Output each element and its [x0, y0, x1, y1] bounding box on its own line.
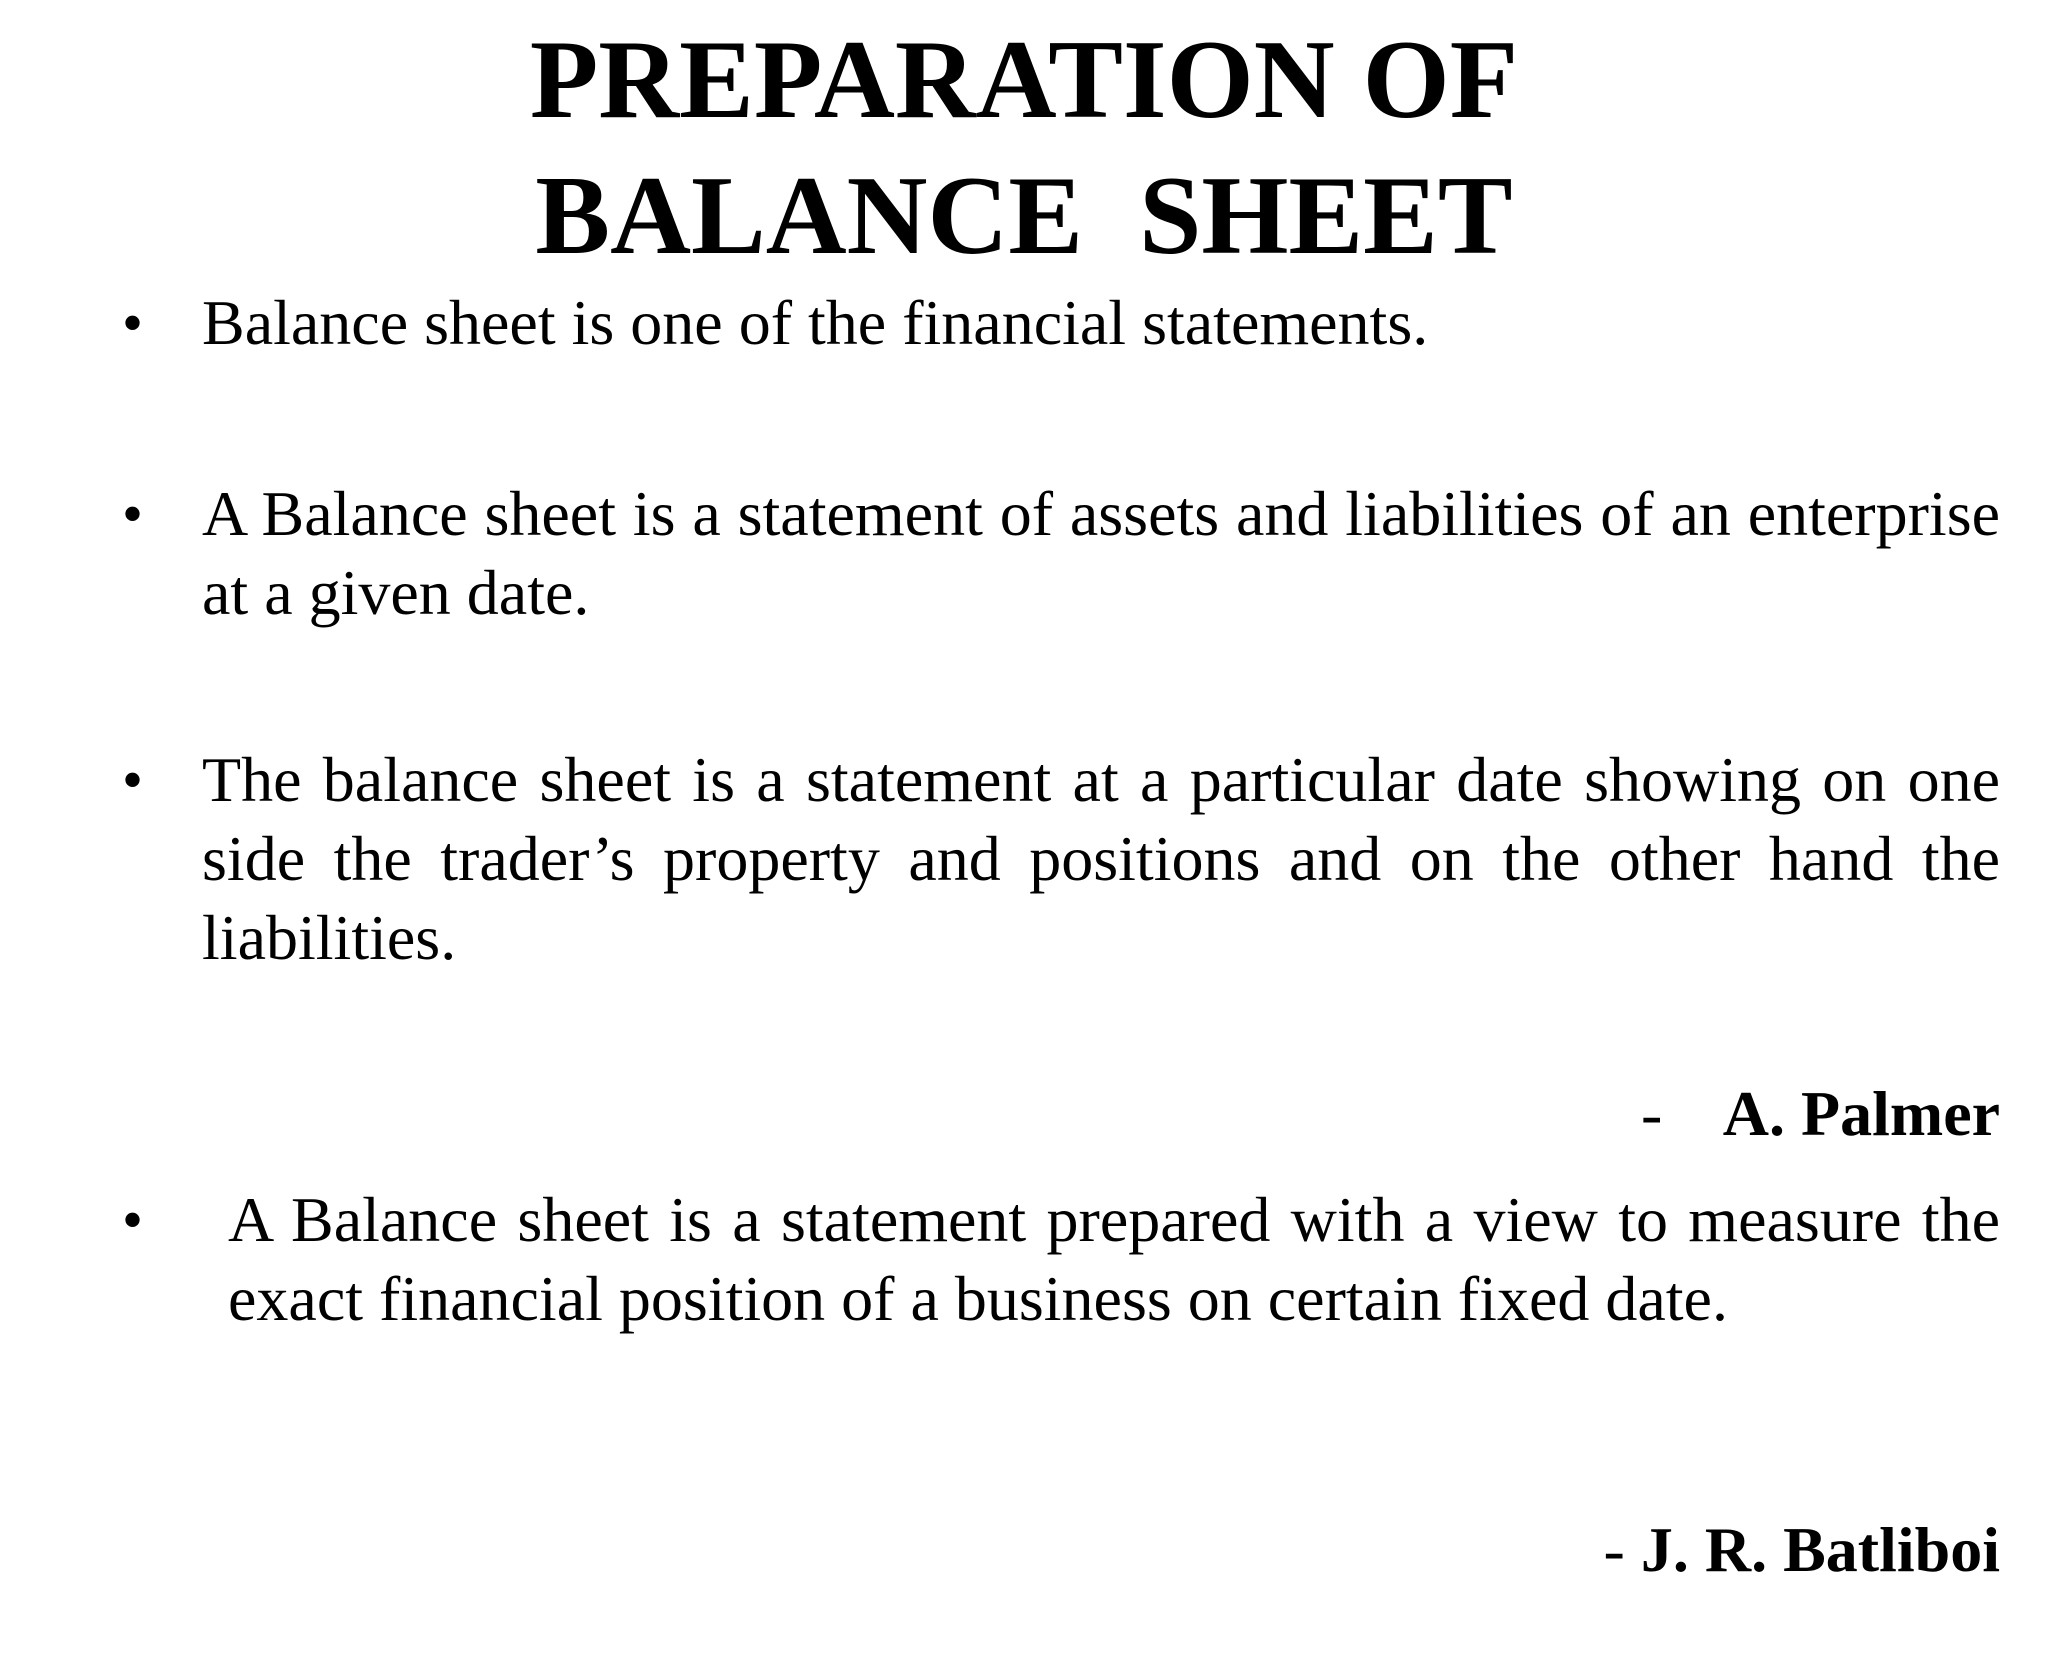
- attribution-dash: -: [1603, 1514, 1625, 1585]
- bullet-text: Balance sheet is one of the financial statements.: [202, 287, 1429, 358]
- bullet-text: A Balance sheet is a statement prepared with a view to measure the exact financial position of a business on certain fixed date.: [228, 1184, 2000, 1334]
- bullet-text: The balance sheet is a statement at a particular date showing on one side the trader’s property and positions and on the other hand the liabilities.: [202, 744, 2000, 973]
- bullet-marker: •: [122, 747, 144, 813]
- bullet-text: A Balance sheet is a statement of assets and liabilities of an enterprise at a given date.: [202, 478, 2000, 628]
- attribution-name: J. R. Batliboi: [1640, 1514, 2000, 1585]
- attribution-dash: -: [1641, 1078, 1663, 1149]
- bullet-marker: •: [122, 481, 144, 547]
- title-line-1: PREPARATION OF: [529, 18, 1519, 142]
- bullet-marker: •: [122, 1187, 144, 1253]
- bullet-marker: •: [122, 290, 144, 356]
- slide-title: [0, 12, 2048, 284]
- attribution-name: A. Palmer: [1722, 1078, 2000, 1149]
- title-line-2: BALANCE SHEET: [535, 154, 1513, 278]
- attribution-batliboi: [1540, 1430, 2000, 1670]
